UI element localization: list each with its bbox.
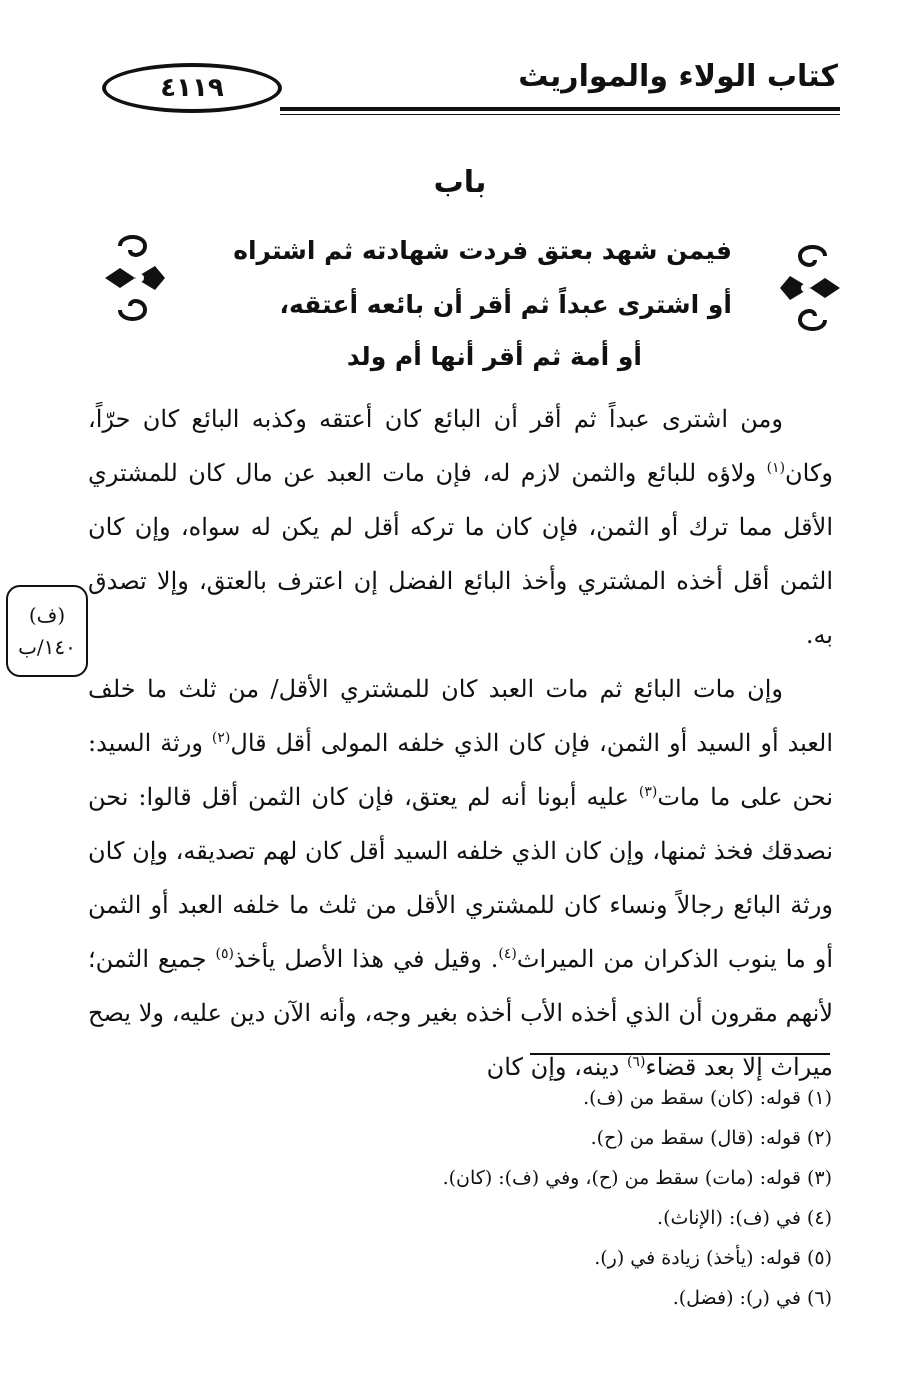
paragraph-1 (88, 392, 833, 662)
subtitle-line-3: أو أمة ثم أقر أنها أم ولد (346, 342, 642, 371)
footnote-5: (٥) قوله: (يأخذ) زيادة في (ر). (594, 1247, 832, 1269)
text-run: ولاؤه للبائع والثمن لازم له، فإن مات العبد عن مال كان للمشتري الأقل مما ترك أو الثمن، فإن كان ما تركه أقل لم يكن له سواه، وإن كان الثمن أقل أخذه المشتري وأخذ البائع الفضل إن اعترف بالعتق، وإلا تصدق به. (88, 459, 833, 649)
left-ornament-icon (100, 228, 170, 328)
subtitle-line-2: أو اشترى عبداً ثم أقر أن بائعه أعتقه، (279, 290, 732, 319)
text-run: . وقيل في هذا الأصل يأخذ (234, 945, 499, 973)
footnote-3: (٣) قوله: (مات) سقط من (ح)، وفي (ف): (كان). (442, 1167, 832, 1189)
text-run: جميع الثمن؛ لأنهم مقرون أن الذي أخذه الأب أخذه بغير وجه، وأنه الآن دين عليه، ولا يصح ميراث إلا بعد قضاء (88, 945, 834, 1081)
footnote-ref[interactable]: (٣) (638, 784, 658, 800)
paragraph-2 (88, 662, 833, 1094)
page-header (90, 55, 840, 125)
running-title: كتاب الولاء والمواريث (518, 59, 838, 94)
margin-note-siglum: (ف) (28, 603, 66, 627)
manuscript-margin-note (6, 585, 88, 677)
text-run: ومن اشترى عبداً ثم أقر أن البائع كان أعتقه وكذبه البائع كان حرّاً، وكان (88, 405, 833, 487)
footnote-6: (٦) في (ر): (فضل). (672, 1287, 832, 1309)
page-number: ٤١١٩ (102, 63, 282, 113)
footnote-ref[interactable]: (٦) (626, 1054, 646, 1070)
right-ornament-icon (775, 238, 845, 338)
header-rule (280, 107, 840, 111)
subtitle-line-1: فيمن شهد بعتق فردت شهادته ثم اشتراه (233, 236, 732, 265)
footnote-1: (١) قوله: (كان) سقط من (ف). (583, 1087, 832, 1109)
text-run: وإن مات البائع ثم مات العبد كان للمشتري الأقل/ من ثلث ما خلف العبد أو السيد أو الثمن، فإن كان الذي خلفه المولى أقل قال (88, 675, 833, 757)
text-run: دينه، وإن كان (486, 1053, 627, 1081)
body-text (88, 392, 833, 1094)
footnote-ref[interactable]: (١) (766, 460, 786, 476)
chapter-title: باب (433, 165, 487, 200)
footnote-2: (٢) قوله: (قال) سقط من (ح). (590, 1127, 832, 1149)
text-run: عليه أبونا أنه لم يعتق، فإن كان الثمن أقل قالوا: نحن نصدقك فخذ ثمنها، وإن كان الذي خلفه السيد أقل كان لهم تصديقه، وإن كان ورثة البائع رجالاً ونساء كان للمشتري الأقل من ثلث ما خلفه العبد أو الثمن أو ما ينوب الذكران من الميراث (88, 783, 833, 973)
footnote-4: (٤) في (ف): (الإناث). (657, 1207, 832, 1229)
header-rule-thin (280, 114, 840, 115)
footnote-ref[interactable]: (٥) (215, 946, 235, 962)
footnote-separator (530, 1053, 830, 1055)
footnote-ref[interactable]: (٢) (211, 730, 231, 746)
text-run: ورثة السيد: نحن على ما مات (88, 729, 833, 811)
footnote-ref[interactable]: (٤) (498, 946, 517, 962)
footnotes (112, 1078, 832, 1318)
margin-note-folio: ١٤٠/ب (18, 635, 76, 659)
